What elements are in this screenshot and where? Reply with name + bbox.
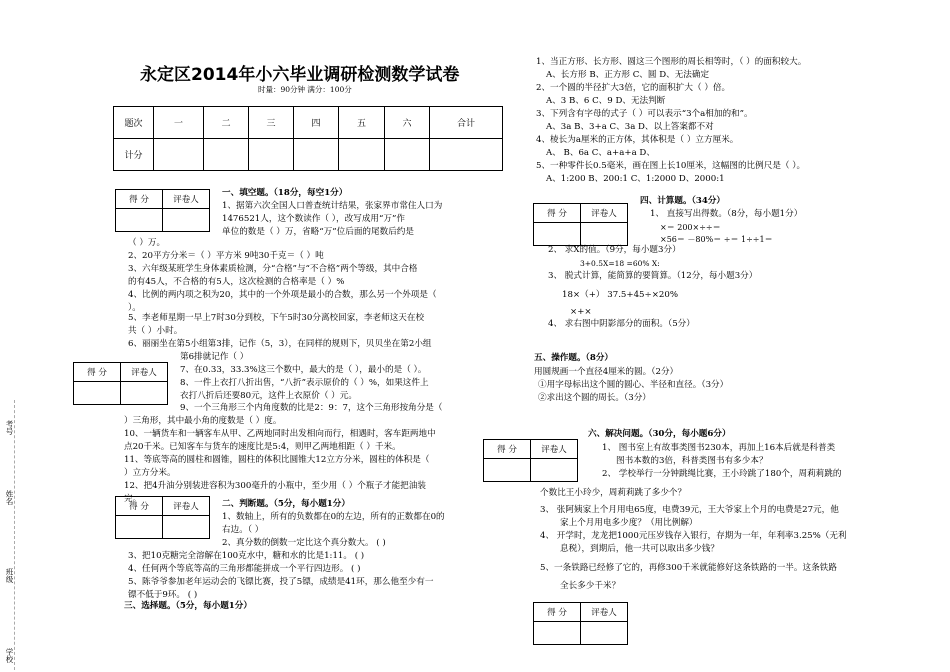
question-line: 息税），到期后，他一共可以取出多少钱？ — [560, 544, 719, 554]
score-table — [113, 106, 503, 171]
score-header-4: 四 — [294, 107, 339, 139]
question-line: 5、一条铁路已经修了它的，再修300千米就能修好这条铁路的一半。这条铁路 — [540, 563, 837, 573]
question-line: 7、在0.33，33.3%这三个数中，最大的是（ ），最小的是（ ）。 — [180, 365, 427, 375]
question-line: 4、比例的两内项之积为20，其中的一个外项是最小的合数，那么另一个外项是（ — [128, 290, 437, 300]
question-line: 单位的数是（ ）万，省略“万”位后面的尾数后约是 — [222, 227, 414, 237]
grader-score-label: 得 分 — [116, 497, 163, 516]
question-line: 全长多少千米？ — [560, 581, 621, 591]
question-line: 衣打八折后还要80元，这件上衣原价（ ）元。 — [180, 391, 357, 401]
question-line: 个数比王小玲少，周莉莉跳了多少个？ — [540, 488, 687, 498]
question-line: 用圆规画一个直径4厘米的圆。（2分） — [534, 367, 679, 377]
calc-line: ×56＝ －80%＝ ÷＝ 1÷÷1＝ — [660, 235, 773, 244]
question-line: 12、把4升油分别装进容积为300毫升的小瓶中，至少用（ ）个瓶子才能把油装 — [124, 481, 426, 491]
score-cell[interactable] — [339, 139, 385, 171]
page-subtitle: 时量：90分钟 满分：100分 — [258, 85, 352, 94]
grader-score-cell[interactable] — [74, 382, 121, 405]
binding-kaohao: 考号 — [5, 420, 14, 435]
score-header-5: 五 — [339, 107, 385, 139]
score-cell[interactable] — [385, 139, 430, 171]
calc-line: ×＝ 200×÷÷＝ — [660, 223, 721, 232]
grader-score-cell[interactable] — [116, 516, 163, 539]
question-line: 2、 学校举行一分钟跳绳比赛，王小玲跳了180个，周莉莉跳的 — [602, 469, 842, 479]
option-line: A、 B、6a C、a+a+a D、 — [546, 148, 655, 158]
score-cell[interactable] — [294, 139, 339, 171]
grader-label: 评卷人 — [163, 190, 210, 209]
question-line: 1、数轴上，所有的负数都在0的左边，所有的正数都在0的 — [222, 512, 445, 522]
score-header-3: 三 — [249, 107, 294, 139]
question-line: 2、20平方分米＝（ ）平方米 9吨30千克＝（ ）吨 — [128, 251, 324, 261]
grader-score-label: 得 分 — [534, 204, 581, 223]
grader-label: 评卷人 — [163, 497, 210, 516]
calc-line: ×+× — [570, 307, 592, 317]
question-line: ①用字母标出这个圆的圆心、半径和直径。（3分） — [538, 380, 729, 390]
question-line: 1、 图书室上有故事类图书230本，再加上16本后就是科普类 — [602, 443, 836, 453]
score-cell[interactable] — [154, 139, 204, 171]
question-line: 完。 — [124, 494, 142, 504]
grader-score-cell[interactable] — [534, 223, 581, 246]
grader-score-label: 得 分 — [484, 440, 531, 459]
grader-label: 评卷人 — [531, 440, 578, 459]
question-line: 1、 直接写出得数。（8分，每小题1分） — [650, 209, 803, 219]
question-line: ）。 — [128, 303, 141, 313]
grader-score-cell[interactable] — [484, 459, 531, 482]
grader-cell[interactable] — [581, 223, 628, 246]
grader-label: 评卷人 — [581, 204, 628, 223]
question-line: 8、一件上衣打八折出售，“八折”表示原价的（ ）%，如果这件上 — [180, 378, 429, 388]
question-line: 4、 求右图中阴影部分的面积。（5分） — [548, 319, 695, 329]
score-header-1: 一 — [154, 107, 204, 139]
grader-box-2 — [73, 362, 168, 405]
option-line: A、3 B、6 C、9 D、无法判断 — [546, 96, 666, 106]
grader-score-cell[interactable] — [534, 622, 581, 645]
question-line: 1476521人，这个数读作（ ），改写成用“万”作 — [222, 214, 405, 224]
grader-box-5 — [483, 439, 578, 482]
question-line: 4、棱长为a厘米的正方体，其体积是（ ）立方厘米。 — [536, 135, 739, 145]
score-header-7: 合计 — [430, 107, 503, 139]
section-heading: 三、选择题。（5分，每小题1分） — [124, 601, 252, 611]
section-heading: 五、操作题。（8分） — [534, 353, 614, 363]
question-line: （ ）万。 — [128, 238, 166, 248]
grader-cell[interactable] — [581, 622, 628, 645]
question-line: 镖不低于9环。 ( ) — [128, 590, 198, 600]
grader-score-label: 得 分 — [534, 603, 581, 622]
section-heading: 二、判断题。（5分，每小题1分） — [222, 499, 350, 509]
grader-cell[interactable] — [531, 459, 578, 482]
grader-label: 评卷人 — [121, 363, 168, 382]
score-cell[interactable] — [204, 139, 249, 171]
question-line: ）立方分米。 — [124, 468, 176, 478]
grader-box-4 — [533, 203, 628, 246]
question-line: 1、据第六次全国人口普查统计结果，张家界市常住人口为 — [222, 201, 443, 211]
question-line: 图书本数的3倍，科普类图书有多少本？ — [616, 456, 768, 466]
question-line: 3、下列含有字母的式子（ ）可以表示“3个a相加的和”。 — [536, 109, 753, 119]
question-line: 3、 脱式计算，能简算的要简算。（12分，每小题3分） — [548, 271, 758, 281]
score-row-label: 计分 — [114, 139, 154, 171]
option-line: A、长方形 B、正方形 C、圆 D、无法确定 — [546, 70, 710, 80]
score-header-2: 二 — [204, 107, 249, 139]
question-line: 3、把10克糖完全溶解在100克水中，糖和水的比是1:11。 ( ) — [128, 551, 365, 561]
option-line: A、3a B、3+a C、3a D、以上答案都不对 — [546, 122, 714, 132]
grader-score-label: 得 分 — [74, 363, 121, 382]
calc-line: 3+0.5X=18 =60% X: — [580, 259, 660, 268]
binding-line — [14, 400, 15, 670]
score-header-0: 题次 — [114, 107, 154, 139]
grader-cell[interactable] — [121, 382, 168, 405]
question-line: 5、陈爷爷参加老年运动会的飞镖比赛，投了5镖，成绩是41环，那么他至少有一 — [128, 577, 434, 587]
question-line: 10、一辆货车和一辆客车从甲、乙两地同时出发相向而行，相遇时，客车距两地中 — [124, 429, 436, 439]
question-line: 共（ ）小时。 — [128, 326, 183, 336]
page-title: 永定区2014年小六毕业调研检测数学试卷 — [140, 65, 460, 85]
score-cell[interactable] — [430, 139, 503, 171]
binding-xuexiao: 学校 — [5, 648, 14, 663]
question-line: 2、真分数的倒数一定比这个真分数大。 ( ) — [222, 538, 386, 548]
section-heading: 六、解决问题。（30分，每小题6分） — [588, 429, 731, 439]
question-line: ）三角形，其中最小角的度数是（ ）度。 — [124, 416, 282, 426]
section-heading: 四、计算题。（34分） — [640, 196, 726, 206]
option-line: A、1:200 B、200:1 C、1:2000 D、2000:1 — [546, 174, 725, 184]
calc-line: 18×（+） 37.5+45÷×20% — [562, 290, 679, 300]
question-line: 5、李老师星期一早上7时30分到校，下午5时30分离校回家，李老师这天在校 — [128, 313, 425, 323]
question-line: 9、一个三角形三个内角度数的比是2：9：7，这个三角形按角分是（ — [180, 403, 443, 413]
grader-score-cell[interactable] — [116, 209, 163, 232]
section-heading: 一、填空题。（18分，每空1分） — [222, 188, 348, 198]
grader-box-6 — [533, 602, 628, 645]
question-line: 3、六年级某班学生身体素质检测，分“合格”与“不合格”两个等级，其中合格 — [128, 264, 418, 274]
question-line: 点20千米。已知客车与货车的速度比是5:4，则甲乙两地相距（ ）千米。 — [124, 442, 401, 452]
question-line: 2、 求X的值。（9分，每小题3分） — [548, 245, 681, 255]
grader-cell[interactable] — [163, 516, 210, 539]
question-line: 3、 张阿姨家上个月用电65度，电费39元，王大爷家上个月的电费是27元，他 — [540, 505, 839, 515]
question-line: 1、当正方形、长方形、圆这三个图形的周长相等时，（ ）的面积较大。 — [536, 57, 807, 67]
binding-banji: 班级 — [5, 568, 14, 583]
question-line: 4、任何两个等底等高的三角形都能拼成一个平行四边形。 ( ) — [128, 564, 361, 574]
question-line: 11、等底等高的圆柱和圆锥，圆柱的体积比圆锥大12立方分米，圆柱的体积是（ — [124, 455, 430, 465]
grader-cell[interactable] — [163, 209, 210, 232]
question-line: 2、一个圆的半径扩大3倍，它的面积扩大（ ）倍。 — [536, 83, 731, 93]
question-line: 6、丽丽坐在第5小组第3排，记作（5，3），在同样的规则下，贝贝坐在第2小组 — [128, 339, 432, 349]
binding-xingming: 姓名 — [5, 490, 14, 505]
grader-label: 评卷人 — [581, 603, 628, 622]
question-line: 的有45人，不合格的有5人，这次检测的合格率是（ ）% — [128, 277, 345, 287]
question-line: 右边。（ ） — [222, 525, 264, 535]
question-line: 4、 开学时，龙龙把1000元压岁钱存入银行，存期为一年，年利率3.25%（无利 — [540, 531, 847, 541]
question-line: ②求出这个圆的周长。（3分） — [538, 393, 651, 403]
grader-box-1 — [115, 189, 210, 232]
grader-score-label: 得 分 — [116, 190, 163, 209]
question-line: 家上个月用电多少度？（用比例解） — [560, 518, 698, 528]
question-line: 第6排就记作（ ） — [180, 352, 249, 362]
question-line: 5、一种零件长0.5毫米，画在图上长10厘米，这幅图的比例尺是（ ）。 — [536, 161, 806, 171]
score-header-6: 六 — [385, 107, 430, 139]
score-cell[interactable] — [249, 139, 294, 171]
